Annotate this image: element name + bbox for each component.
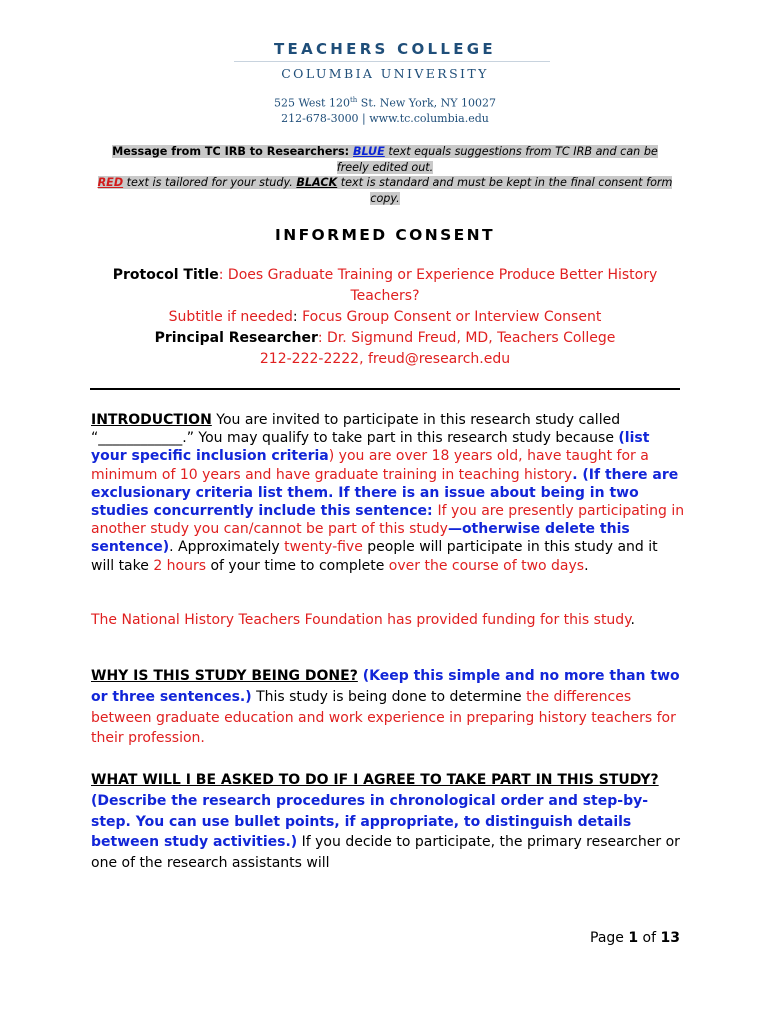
letterhead-divider	[234, 61, 550, 62]
protocol-block	[90, 265, 680, 370]
section-divider	[90, 388, 680, 390]
red-keyword: RED	[97, 176, 124, 190]
procedures-heading: WHAT WILL I BE ASKED TO DO IF I AGREE TO TAKE PART IN THIS STUDY?	[91, 772, 659, 788]
university-name: COLUMBIA UNIVERSITY	[281, 66, 489, 81]
procedures-paragraph: WHAT WILL I BE ASKED TO DO IF I AGREE TO TAKE PART IN THIS STUDY? (Describe the research procedures in chronological order and step-by-step. You can use bullet points, if appropriate, to distinguish details between study activities.) If you decide to participate, the primary researcher or one of the research assistants will	[91, 772, 680, 872]
institution-name: TEACHERS COLLEGE	[274, 40, 496, 58]
researcher-contact: 212-222-2222, freud@research.edu	[259, 351, 511, 367]
introduction-heading: INTRODUCTION	[91, 412, 212, 428]
letterhead-address	[0, 93, 770, 126]
protocol-title: Protocol Title: Does Graduate Training or Experience Produce Better History Teachers?	[112, 267, 658, 304]
why-heading: WHY IS THIS STUDY BEING DONE?	[91, 668, 358, 684]
document-title: INFORMED CONSENT	[275, 226, 495, 244]
message-lead: Message from TC IRB to Researchers:	[112, 145, 353, 158]
why-paragraph: WHY IS THIS STUDY BEING DONE? (Keep this simple and no more than two or three sentences.) This study is being done to determine the differences between graduate education and work experience in preparing history teachers for their profession.	[91, 668, 680, 747]
subtitle: Subtitle if needed: Focus Group Consent or Interview Consent	[168, 309, 602, 325]
page-number: Page 1 of 13	[590, 930, 680, 946]
address-line: 525 West 120th St. New York, NY 10027	[273, 96, 496, 110]
black-keyword: BLACK	[296, 176, 338, 190]
principal-researcher: Principal Researcher: Dr. Sigmund Freud, MD, Teachers College	[154, 330, 616, 346]
irb-message: Message from TC IRB to Researchers: BLUE text equals suggestions from TC IRB and can be freely edited out. RED text is tailored for your study. BLACK text is standard and must be kept in the final consent form copy.	[97, 145, 673, 205]
blue-keyword: BLUE	[352, 145, 385, 158]
introduction-paragraph: INTRODUCTION You are invited to participate in this research study called “____________.” You may qualify to take part in this research study because (list your specific inclusion criteria) you are over 18 years old, have taught for a minimum of 10 years and have graduate training in teaching history. (If there are exclusionary criteria list them. If there is an issue about being in two studies concurrently include this sentence: If you are presently participating in another study you can/cannot be part of this study—otherwise delete this sentence). Approximately twenty-five people will participate in this study and it will take 2 hours of your time to complete over the course of two days.	[91, 412, 685, 574]
funding-paragraph: The National History Teachers Foundation has provided funding for this study.	[91, 612, 635, 628]
contact-line: 212-678-3000 | www.tc.columbia.edu	[281, 111, 489, 125]
